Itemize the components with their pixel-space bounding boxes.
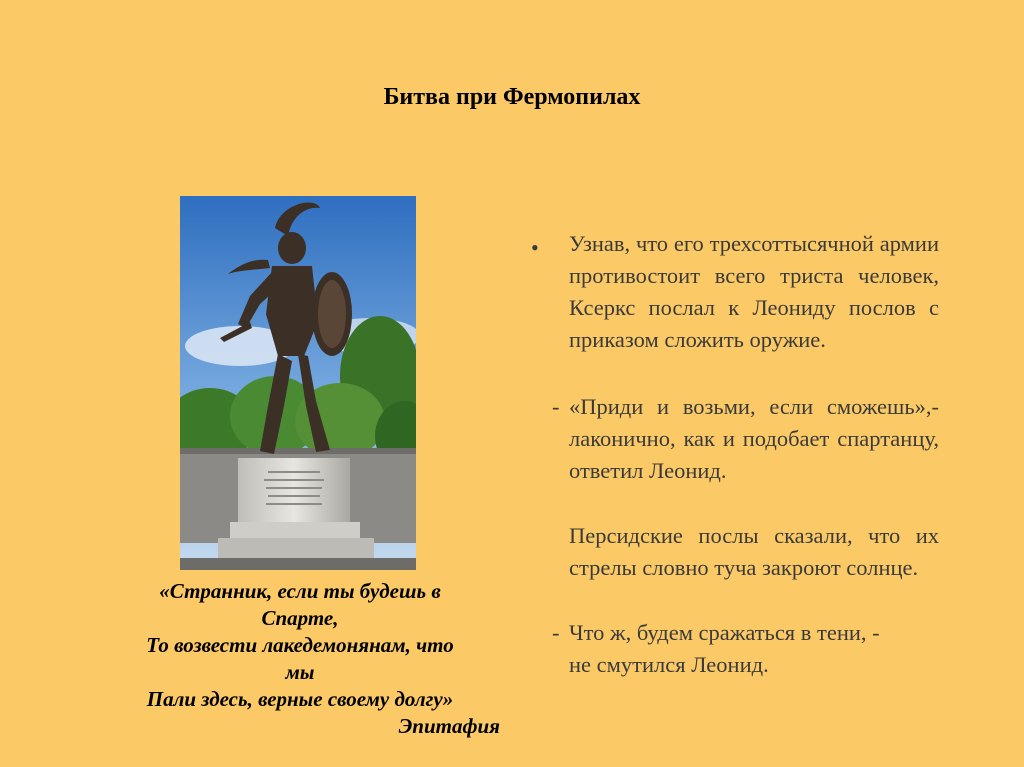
paragraph-shade-line: Что ж, будем сражаться в тени, - [569,620,880,645]
epitaph-line: мы [285,660,315,684]
bullet-icon: • [531,235,539,260]
paragraph-arrows: Персидские послы сказали, что их стрелы словно туча закроют солнце. [569,523,939,580]
paragraph-shade-line: не смутился Леонид. [569,652,769,677]
dash-marker: - [552,394,560,419]
epitaph-line: «Странник, если ты будешь в [159,579,441,603]
epitaph-line: Спарте, [261,606,339,630]
epitaph-line: Пали здесь, верные своему долгу» [146,687,454,711]
paragraph-reply: «Приди и возьми, если сможешь»,- лаконично, как и подобает спартанцу, ответил Леонид. [569,394,939,483]
paragraph-xerxes: Узнав, что его трехсоттысячной армии противостоит всего триста человек, Ксеркс послал к Леониду послов с приказом сложить оружие. [569,231,939,352]
slide-title: Битва при Фермопилах [383,84,641,110]
epitaph-signature: Эпитафия [398,714,500,738]
paragraph-shade [569,617,939,681]
dash-marker: - [552,620,560,645]
epitaph-line: То возвести лакедемонянам, что [146,633,454,657]
